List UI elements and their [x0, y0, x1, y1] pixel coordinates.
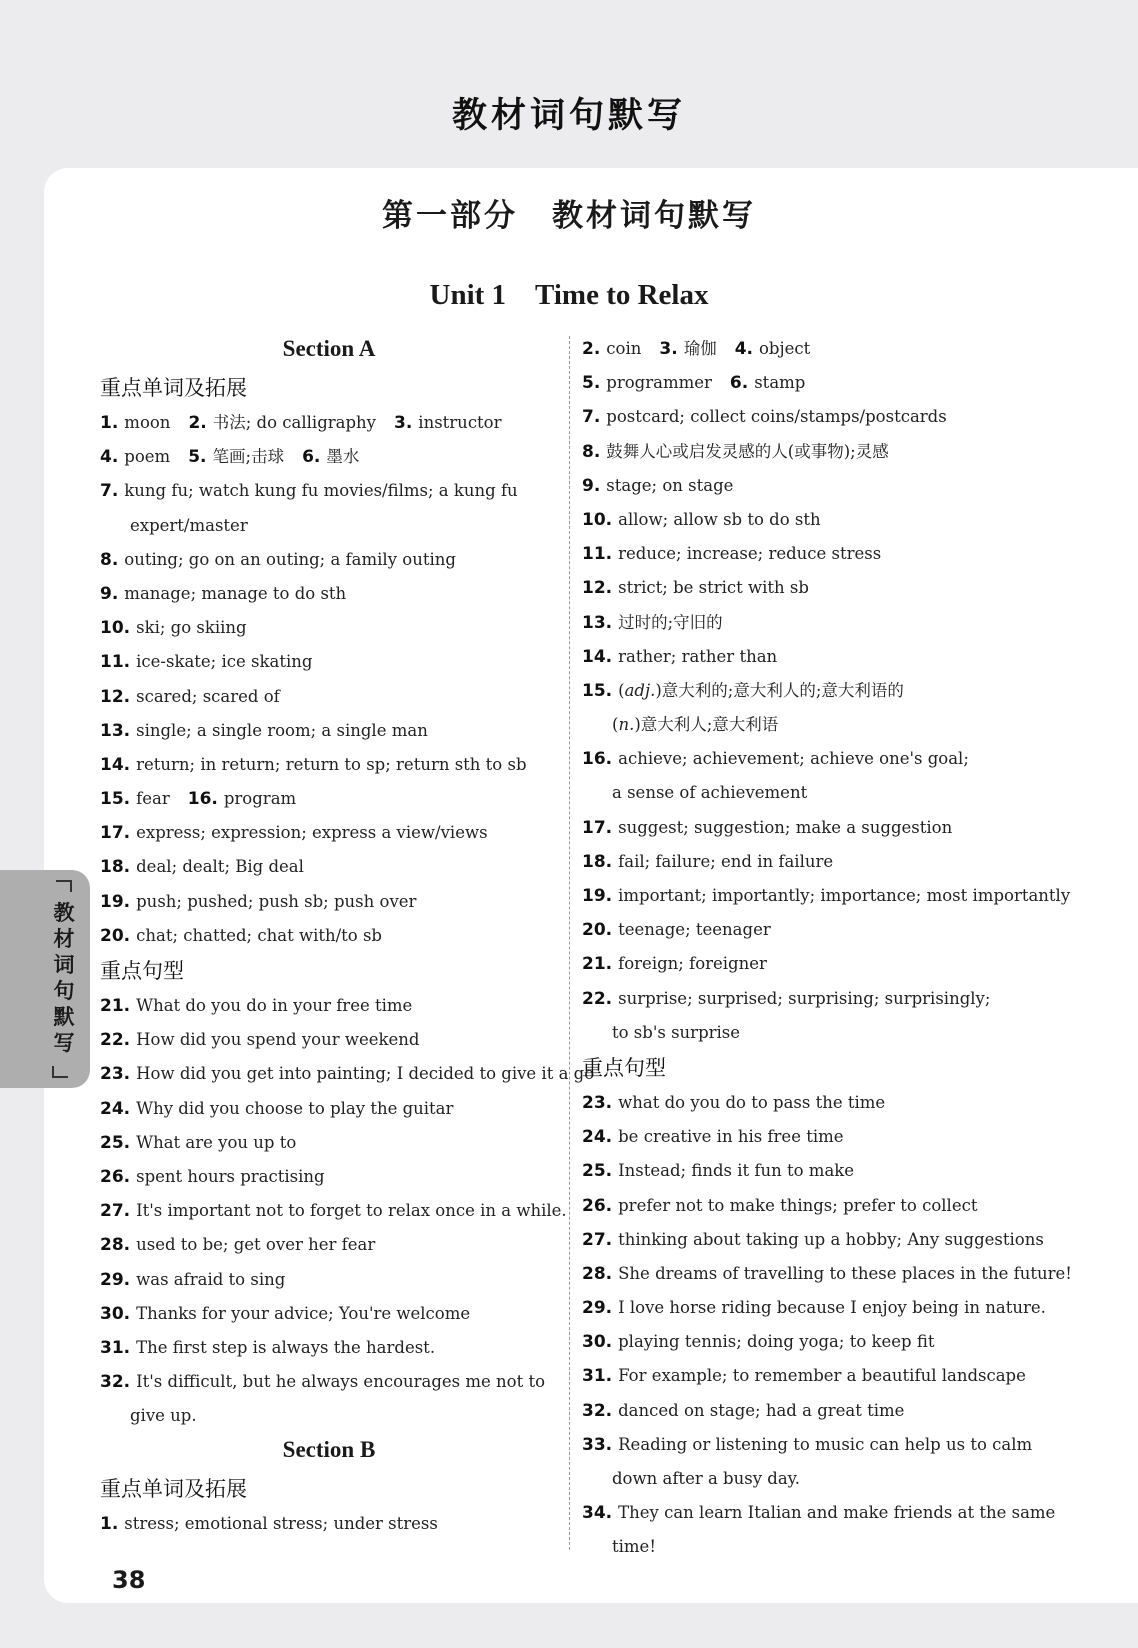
item-text: deal; dealt; Big deal [136, 857, 304, 877]
item-number: 17. [582, 817, 613, 838]
list-item [100, 816, 558, 850]
item-text: stamp [754, 373, 806, 393]
list-item [582, 469, 1040, 503]
item-number: 20. [100, 925, 131, 946]
item-text: what do you do to pass the time [618, 1092, 886, 1112]
list-item [100, 1057, 595, 1091]
item-text: to sb's surprise [612, 1022, 741, 1042]
sentences-heading: 重点句型 [100, 959, 184, 983]
item-number: 7. [582, 407, 601, 428]
item-number: 4. [100, 447, 119, 468]
list-item [100, 714, 558, 748]
part-title: 第一部分 教材词句默写 [382, 198, 756, 234]
list-item [100, 989, 558, 1023]
list-item [582, 1257, 1072, 1291]
list-item [582, 845, 1040, 879]
item-number: 19. [582, 886, 613, 906]
item-text: kung fu; watch kung fu movies/films; a kung fu [124, 481, 518, 501]
list-item [582, 1189, 1040, 1223]
item-text: How did you get into painting; I decided to give it a go [136, 1064, 595, 1084]
list-item [100, 680, 558, 714]
item-text: time! [612, 1537, 656, 1557]
item-text: They can learn Italian and make friends at the same [618, 1503, 1056, 1523]
page-number: 38 [112, 1566, 146, 1594]
item-number: 13. [100, 720, 131, 741]
item-number: 5. [582, 373, 601, 394]
item-number: 14. [100, 754, 131, 775]
list-item [100, 1092, 558, 1126]
item-text: playing tennis; doing yoga; to keep fit [618, 1332, 935, 1352]
item-number: 25. [100, 1132, 131, 1153]
item-number: 22. [582, 988, 613, 1009]
item-number: 26. [582, 1195, 613, 1216]
item-number: 15. [582, 680, 613, 701]
item-text: )意大利人;意大利语 [634, 715, 779, 735]
list-item [100, 1228, 558, 1262]
right-column [582, 332, 1072, 1565]
item-number: 31. [582, 1366, 613, 1387]
item-text: teenage; teenager [618, 920, 771, 940]
list-item [100, 1023, 558, 1057]
left-column [100, 332, 595, 1542]
item-text: achieve; achievement; achieve one's goal; [618, 749, 969, 769]
item-text: down after a busy day. [612, 1469, 801, 1488]
item-text: push; pushed; push sb; push over [136, 891, 417, 911]
item-text: reduce; increase; reduce stress [618, 544, 882, 564]
item-number: 30. [582, 1332, 613, 1353]
list-item [100, 782, 558, 816]
vocab-list-continued [582, 332, 1071, 1050]
vocab-heading: 重点单词及拓展 [100, 376, 247, 400]
item-number: 12. [582, 578, 613, 599]
item-number: 1. [100, 1514, 119, 1535]
item-text: )意大利的;意大利人的;意大利语的 [655, 680, 904, 700]
list-item [582, 1120, 1040, 1154]
item-number: 8. [100, 549, 119, 570]
item-number: 22. [100, 1030, 131, 1051]
item-text: It's important not to forget to relax once in a while. [136, 1201, 567, 1221]
item-number: 30. [100, 1303, 131, 1324]
item-number: 34. [582, 1503, 613, 1524]
item-text: 过时的;守旧的 [618, 612, 723, 632]
list-item [582, 1530, 1040, 1564]
vocab-b-list [100, 1507, 558, 1541]
item-number: 18. [582, 851, 613, 872]
item-number: 32. [582, 1400, 613, 1421]
item-text: ski; go skiing [136, 618, 247, 638]
list-item [100, 885, 558, 919]
item-text: a sense of achievement [612, 783, 808, 803]
list-item [100, 1507, 558, 1541]
item-number: 9. [582, 475, 601, 496]
sentence-list [100, 989, 595, 1433]
item-number: 2. [188, 413, 207, 433]
list-item [582, 1428, 1040, 1462]
item-text: moon [124, 413, 171, 432]
list-item [100, 1263, 558, 1297]
item-text: I love horse riding because I enjoy being in nature. [618, 1298, 1046, 1318]
list-item [100, 1160, 558, 1194]
item-text: allow; allow sb to do sth [618, 509, 821, 529]
sentences-heading-right: 重点句型 [582, 1055, 666, 1080]
item-text: Thanks for your advice; You're welcome [136, 1303, 471, 1323]
item-text: postcard; collect coins/stamps/postcards [606, 407, 947, 427]
list-item [582, 400, 1040, 434]
list-item [100, 440, 558, 474]
item-text: rather; rather than [618, 646, 778, 666]
list-item [100, 543, 558, 577]
item-number: 7. [100, 481, 119, 502]
item-text: programmer [606, 373, 712, 393]
item-text: object [758, 339, 811, 358]
list-item [100, 1365, 558, 1399]
side-tab-label: 教材词句默写 [53, 901, 75, 1055]
item-number: 1. [100, 413, 119, 433]
item-text: For example; to remember a beautiful landscape [618, 1366, 1026, 1386]
list-item [582, 332, 1040, 366]
item-text: prefer not to make things; prefer to collect [618, 1195, 978, 1215]
item-text: manage; manage to do sth [124, 583, 347, 603]
list-item [582, 811, 1040, 845]
item-number: 21. [582, 954, 613, 975]
item-number: 29. [582, 1298, 613, 1319]
tab-bracket-icon [56, 880, 72, 892]
item-number: 27. [100, 1201, 131, 1222]
item-number: 24. [582, 1127, 613, 1148]
list-item [100, 1399, 558, 1433]
item-text: was afraid to sing [136, 1269, 286, 1289]
list-item [582, 1325, 1040, 1359]
item-text: She dreams of travelling to these places in the future! [618, 1263, 1072, 1283]
item-number: 9. [100, 583, 119, 604]
item-italic: adj. [624, 680, 656, 700]
item-text: chat; chatted; chat with/to sb [136, 925, 382, 945]
item-text: 瑜伽 [683, 339, 717, 358]
vocab-b-heading: 重点单词及拓展 [100, 1477, 247, 1502]
item-text: coin [606, 339, 642, 358]
list-item [582, 571, 1040, 605]
item-number: 33. [582, 1434, 613, 1455]
item-text: 书法; do calligraphy [212, 413, 376, 432]
list-item [582, 879, 1071, 913]
item-number: 12. [100, 686, 131, 707]
item-number: 6. [302, 447, 321, 468]
item-text: ( [612, 715, 619, 735]
list-item [100, 748, 558, 782]
item-text: suggest; suggestion; make a suggestion [618, 817, 953, 837]
item-text: scared; scared of [136, 686, 280, 706]
item-text: give up. [130, 1406, 197, 1426]
list-item [100, 1126, 558, 1160]
item-number: 14. [582, 646, 613, 667]
item-number: 5. [188, 447, 207, 468]
list-item [582, 606, 1040, 640]
item-text: instructor [418, 413, 502, 432]
item-text: thinking about taking up a hobby; Any suggestions [618, 1229, 1044, 1249]
list-item [582, 776, 1040, 810]
item-text: fear [136, 789, 170, 809]
item-text: The first step is always the hardest. [136, 1337, 436, 1357]
item-text: ( [618, 680, 625, 700]
list-item [582, 1223, 1044, 1257]
list-item [582, 1394, 1040, 1428]
list-item [582, 913, 1040, 947]
item-text: stress; emotional stress; under stress [124, 1514, 438, 1534]
list-item [100, 919, 558, 953]
list-item [582, 708, 1040, 742]
item-number: 10. [100, 618, 131, 639]
list-item [582, 1016, 1040, 1050]
item-number: 24. [100, 1098, 131, 1119]
list-item [100, 850, 558, 884]
item-number: 11. [582, 544, 613, 565]
item-number: 31. [100, 1337, 131, 1358]
item-text: 墨水 [326, 447, 360, 467]
item-text: ice-skate; ice skating [136, 652, 313, 672]
item-number: 27. [582, 1229, 613, 1250]
list-item [100, 611, 558, 645]
list-item [100, 1194, 567, 1228]
list-item [100, 577, 558, 611]
item-text: Reading or listening to music can help us to calm [618, 1434, 1033, 1454]
item-text: Instead; finds it fun to make [618, 1161, 855, 1181]
list-item [582, 503, 1040, 537]
item-number: 28. [100, 1235, 131, 1256]
item-number: 32. [100, 1372, 131, 1393]
item-text: 鼓舞人心或启发灵感的人(或事物);灵感 [606, 441, 889, 461]
list-item [582, 674, 1040, 708]
tab-bracket-icon [52, 1066, 68, 1078]
item-number: 16. [187, 789, 218, 810]
item-text: expert/master [130, 515, 248, 535]
item-number: 23. [582, 1092, 613, 1113]
item-number: 13. [582, 612, 613, 633]
item-number: 17. [100, 823, 131, 844]
item-number: 26. [100, 1166, 131, 1187]
unit-title: Unit 1 Time to Relax [429, 279, 709, 311]
item-number: 29. [100, 1269, 131, 1290]
list-item [100, 509, 558, 543]
item-number: 23. [100, 1064, 131, 1085]
item-text: surprise; surprised; surprising; surprisingly; [618, 988, 991, 1008]
item-text: used to be; get over her fear [136, 1235, 376, 1255]
item-text: What do you do in your free time [136, 996, 413, 1015]
item-italic: n. [618, 715, 635, 735]
item-text: program [223, 789, 297, 809]
item-text: danced on stage; had a great time [618, 1400, 905, 1420]
item-number: 15. [100, 789, 131, 810]
item-number: 25. [582, 1161, 613, 1182]
item-text: express; expression; express a view/views [136, 823, 488, 843]
section-b-heading: Section B [282, 1437, 376, 1463]
item-text: poem [124, 447, 171, 467]
item-text: stage; on stage [606, 475, 734, 495]
list-item [582, 435, 1040, 469]
list-item [582, 1462, 1040, 1496]
item-text: What are you up to [136, 1132, 297, 1152]
item-text: strict; be strict with sb [618, 578, 809, 598]
side-tab [0, 870, 90, 1088]
item-text: foreign; foreigner [618, 954, 767, 974]
item-number: 19. [100, 891, 131, 912]
list-item [582, 947, 1040, 981]
item-number: 2. [582, 339, 601, 359]
item-number: 3. [659, 339, 678, 359]
header-title: 教材词句默写 [451, 96, 686, 136]
item-number: 4. [734, 339, 753, 359]
list-item [100, 645, 558, 679]
item-text: It's difficult, but he always encourages me not to [136, 1372, 546, 1392]
list-item [582, 1496, 1056, 1530]
item-number: 20. [582, 920, 613, 941]
item-text: How did you spend your weekend [136, 1030, 420, 1050]
list-item [582, 982, 1040, 1016]
item-text: fail; failure; end in failure [618, 851, 834, 871]
item-text: return; in return; return to sp; return sth to sb [136, 754, 527, 774]
item-text: important; importantly; importance; most importantly [618, 886, 1071, 905]
vocab-list [100, 406, 558, 953]
list-item [582, 1359, 1040, 1393]
list-item [100, 474, 558, 508]
item-number: 11. [100, 652, 131, 673]
item-number: 10. [582, 509, 613, 530]
item-number: 21. [100, 996, 131, 1016]
item-text: outing; go on an outing; a family outing [124, 549, 456, 569]
section-a-heading: Section A [282, 336, 376, 361]
list-item [582, 366, 1040, 400]
list-item [582, 537, 1040, 571]
item-number: 18. [100, 857, 131, 878]
list-item [582, 1154, 1040, 1188]
item-text: 笔画;击球 [212, 447, 285, 467]
list-item [582, 742, 1040, 776]
list-item [100, 406, 558, 440]
item-text: spent hours practising [136, 1166, 325, 1186]
item-number: 6. [729, 373, 749, 394]
list-item [100, 1331, 558, 1365]
list-item [582, 1086, 1040, 1120]
item-number: 3. [394, 413, 413, 433]
item-number: 16. [582, 749, 613, 770]
column-divider [569, 336, 570, 1550]
item-text: single; a single room; a single man [136, 720, 428, 740]
item-text: be creative in his free time [618, 1127, 844, 1147]
list-item [582, 1291, 1046, 1325]
item-number: 8. [582, 441, 601, 462]
list-item [582, 640, 1040, 674]
list-item [100, 1297, 558, 1331]
sentence-list-right [582, 1086, 1072, 1565]
item-number: 28. [582, 1263, 613, 1284]
item-text: Why did you choose to play the guitar [136, 1098, 454, 1118]
